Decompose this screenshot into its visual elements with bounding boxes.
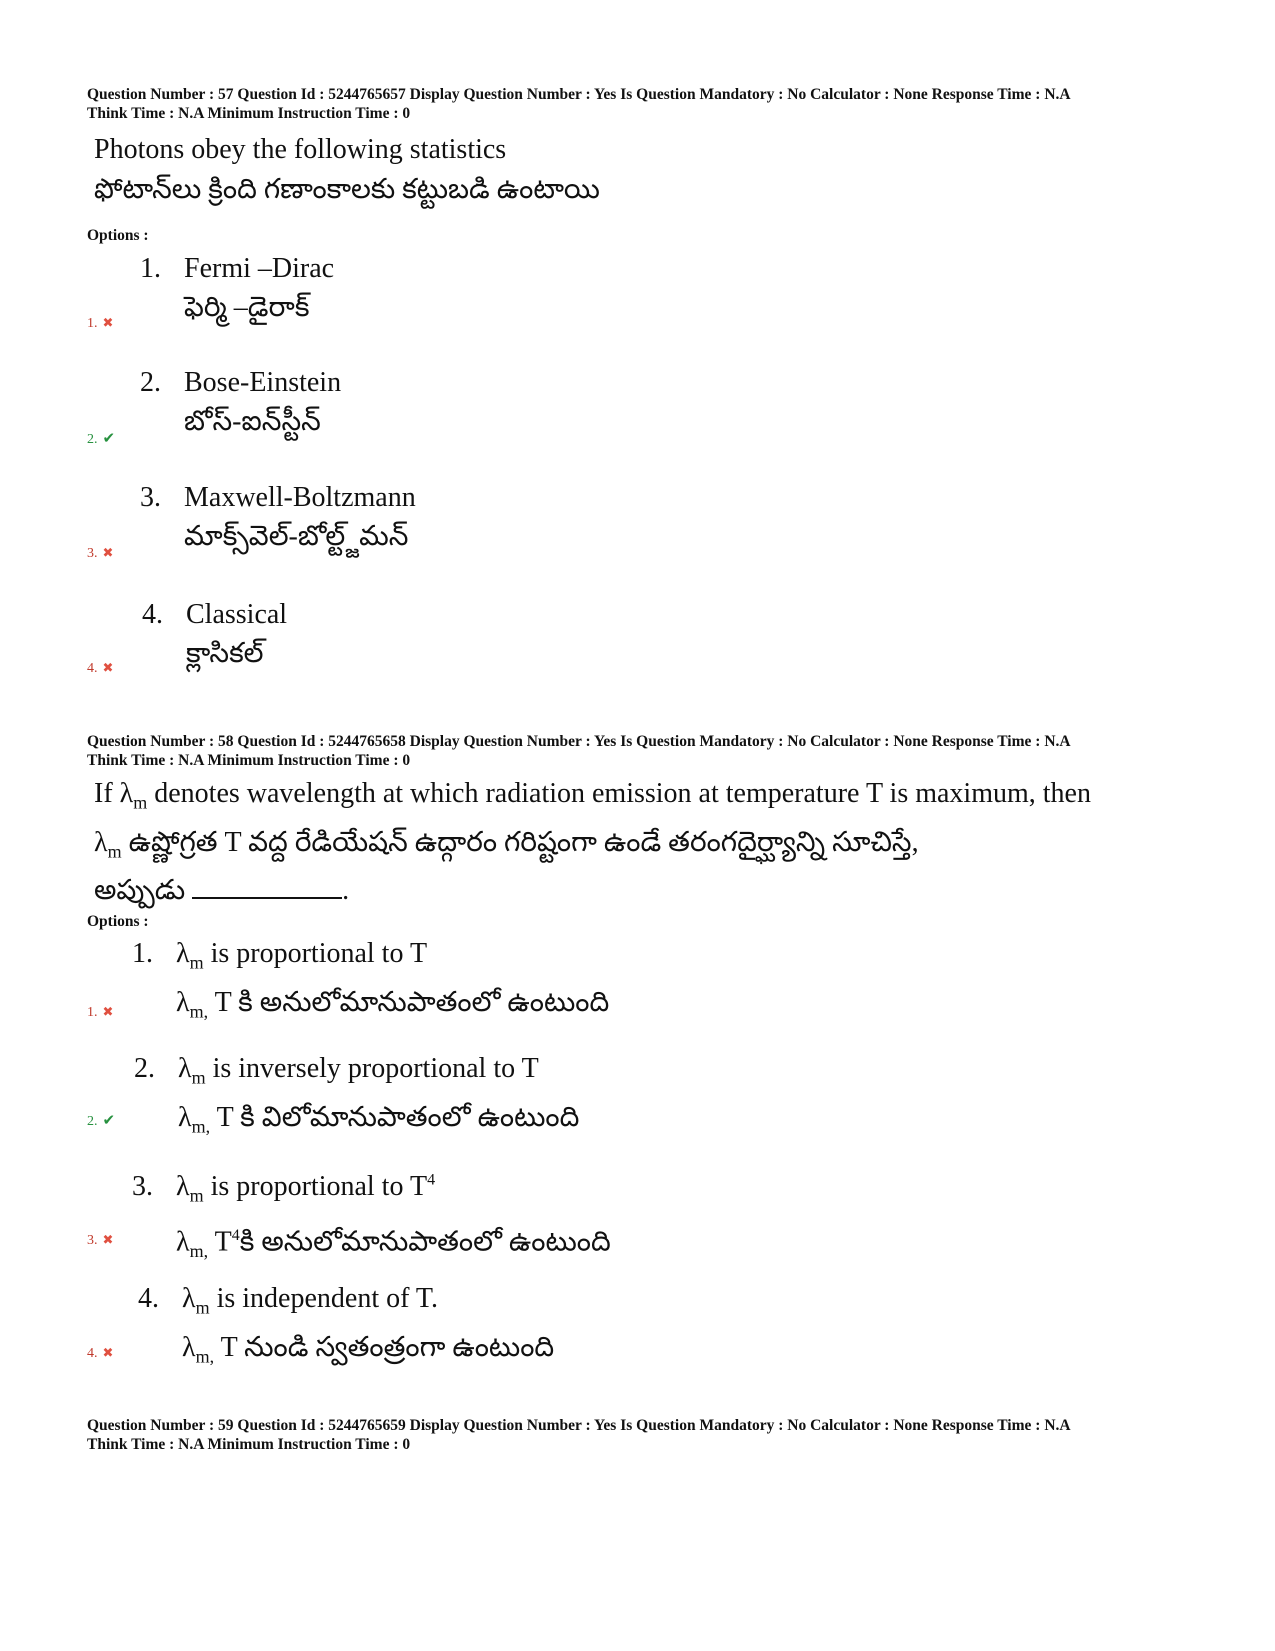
option-number: 2. bbox=[140, 367, 161, 398]
question-59-meta bbox=[87, 1416, 1217, 1454]
q57-option-4[interactable] bbox=[142, 595, 287, 673]
option-text-en: Classical bbox=[186, 599, 288, 630]
option-number: 3. bbox=[132, 1171, 153, 1203]
mark-label: 1. bbox=[87, 316, 98, 331]
question-text-te: ఫోటాన్‌లు క్రింది గణాంకాలకు కట్టుబడి ఉంటాయి bbox=[94, 174, 600, 205]
option-text-te: క్లాసికల్ bbox=[186, 638, 264, 669]
mark-label: 2. bbox=[87, 1114, 98, 1129]
meta-line-2: Think Time : N.A Minimum Instruction Time : 0 bbox=[87, 1436, 411, 1453]
q57-option-3[interactable] bbox=[140, 478, 416, 556]
q58-option-1-mark bbox=[87, 1004, 113, 1021]
correct-check-icon: ✔ bbox=[102, 1113, 116, 1129]
q58-option-1[interactable] bbox=[132, 934, 609, 1031]
wrong-icon: ✖ bbox=[102, 1232, 114, 1247]
option-text-te: మాక్స్‌వెల్-బోల్ట్జ్‌మన్ bbox=[184, 521, 409, 552]
wrong-icon: ✖ bbox=[102, 315, 114, 330]
options-label: Options : bbox=[87, 913, 149, 930]
wrong-icon: ✖ bbox=[102, 660, 114, 675]
question-57-text bbox=[94, 130, 1234, 210]
mark-label: 1. bbox=[87, 1005, 98, 1020]
q58-option-3[interactable] bbox=[132, 1161, 611, 1271]
q57-option-2-mark bbox=[87, 431, 115, 448]
wrong-icon: ✖ bbox=[102, 545, 114, 560]
option-text-en: $\lambda_m$ is inversely proportional to T bbox=[178, 1053, 539, 1088]
question-text-te-line2: అప్పుడు . bbox=[94, 875, 350, 907]
option-text-te: బోస్-ఐన్‌స్టీన్ bbox=[184, 406, 321, 437]
option-text-te: $\lambda_{m,}$ T నుండి స్వతంత్రంగా ఉంటుంది bbox=[182, 1331, 555, 1367]
option-text-te: $\lambda_{m,}$ T కి విలోమానుపాతంలో ఉంటుంది bbox=[178, 1101, 580, 1137]
option-text-te: $\lambda_{m,}$ T కి అనులోమానుపాతంలో ఉంటుంది bbox=[176, 986, 610, 1022]
option-number: 1. bbox=[132, 938, 153, 969]
question-text-en: If $\lambda_m$ denotes wavelength at which radiation emission at temperature T is maximum, then bbox=[94, 778, 1091, 813]
option-text-en: $\lambda_m$ is independent of T. bbox=[182, 1283, 438, 1318]
option-number: 2. bbox=[134, 1053, 155, 1084]
option-text-te: ఫెర్మి –డైరాక్ bbox=[184, 292, 310, 323]
wrong-icon: ✖ bbox=[102, 1004, 114, 1019]
mark-label: 2. bbox=[87, 432, 98, 447]
question-58-meta bbox=[87, 732, 1217, 770]
option-text-en: Bose-Einstein bbox=[184, 367, 342, 398]
mark-label: 3. bbox=[87, 546, 98, 561]
option-text-en: Fermi –Dirac bbox=[184, 253, 335, 284]
meta-line-1: Question Number : 59 Question Id : 5244765659 Display Question Number : Yes Is Question Mandatory : No Calculator : None Response Time : N.A bbox=[87, 1417, 1071, 1434]
option-text-te: $\lambda_{m,}$ $T^4కి$ అనులోమానుపాతంలో ఉంటుంది bbox=[176, 1226, 611, 1261]
q57-option-1-mark bbox=[87, 315, 113, 332]
q57-option-1[interactable] bbox=[140, 249, 334, 327]
q58-option-2[interactable] bbox=[134, 1049, 579, 1146]
option-number: 4. bbox=[138, 1283, 159, 1314]
mark-label: 4. bbox=[87, 661, 98, 676]
question-text-en: Photons obey the following statistics bbox=[94, 134, 507, 165]
option-text-en: Maxwell-Boltzmann bbox=[184, 482, 416, 513]
q57-option-4-mark bbox=[87, 660, 113, 677]
options-label: Options : bbox=[87, 227, 149, 244]
mark-label: 3. bbox=[87, 1233, 98, 1248]
mark-label: 4. bbox=[87, 1346, 98, 1361]
q58-option-2-mark bbox=[87, 1113, 115, 1130]
meta-line-2: Think Time : N.A Minimum Instruction Time : 0 bbox=[87, 105, 411, 122]
option-number: 1. bbox=[140, 253, 161, 284]
question-text-te: $\lambda_m$ ఉష్ణోగ్రత T వద్ద రేడియేషన్ ఉద్గారం గరిష్టంగా ఉండే తరంగదైర్ఘ్యాన్ని సూచిస్తే, bbox=[94, 826, 919, 862]
wrong-icon: ✖ bbox=[102, 1345, 114, 1360]
question-57-meta bbox=[87, 85, 1217, 123]
meta-line-2: Think Time : N.A Minimum Instruction Time : 0 bbox=[87, 752, 411, 769]
question-58-text bbox=[94, 774, 1234, 911]
option-number: 3. bbox=[140, 482, 161, 513]
option-text-en: $\lambda_m$ is proportional to T bbox=[176, 938, 428, 973]
answer-blank bbox=[192, 875, 342, 899]
meta-line-1: Question Number : 57 Question Id : 5244765657 Display Question Number : Yes Is Question Mandatory : No Calculator : None Response Time : N.A bbox=[87, 86, 1071, 103]
q57-option-2[interactable] bbox=[140, 363, 341, 441]
option-number: 4. bbox=[142, 599, 163, 630]
correct-check-icon: ✔ bbox=[102, 431, 116, 447]
q58-option-3-mark bbox=[87, 1232, 113, 1249]
meta-line-1: Question Number : 58 Question Id : 5244765658 Display Question Number : Yes Is Question Mandatory : No Calculator : None Response Time : N.A bbox=[87, 733, 1071, 750]
option-text-en: $\lambda_m$ is proportional to $T^4$ bbox=[176, 1171, 436, 1206]
q58-option-4-mark bbox=[87, 1345, 113, 1362]
q58-option-4[interactable] bbox=[138, 1279, 554, 1376]
q57-option-3-mark bbox=[87, 545, 113, 562]
